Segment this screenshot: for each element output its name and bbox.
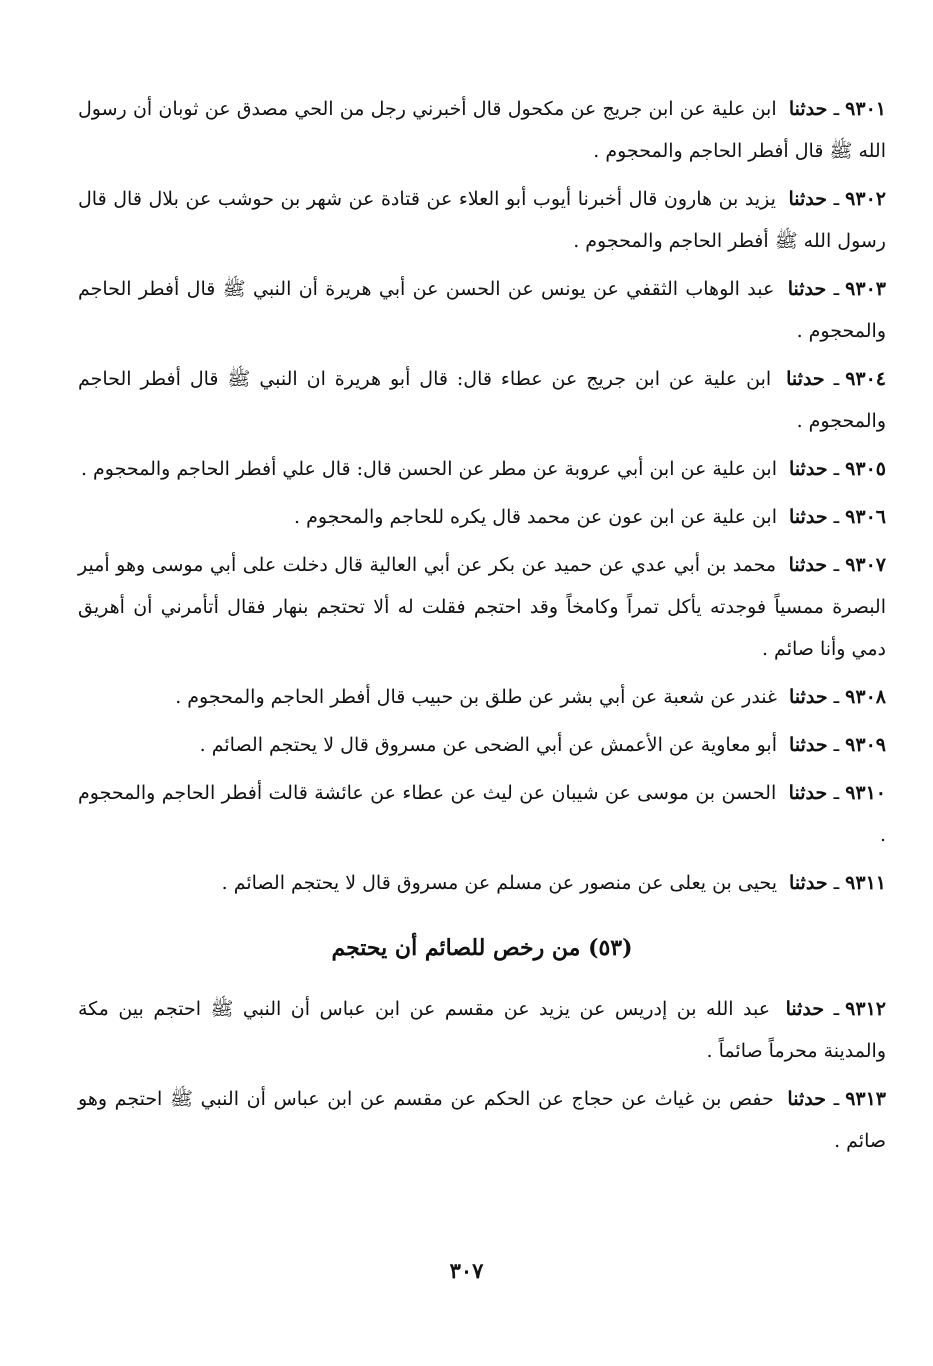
hadith-text: ابن علية عن ابن عون عن محمد قال يكره للحاجم والمحجوم . — [294, 506, 777, 528]
hadith-text: يحيى بن يعلى عن منصور عن مسلم عن مسروق قال لا يحتجم الصائم . — [221, 872, 777, 894]
hadith-text: عبد الوهاب الثقفي عن يونس عن الحسن عن أبي هريرة أن النبي ﷺ قال أفطر الحاجم والمحجوم . — [78, 278, 886, 342]
page-number: ٣٠٧ — [449, 1258, 484, 1283]
hadith-entry: ٩٣١١ـ حدثنا يحيى بن يعلى عن منصور عن مسلم عن مسروق قال لا يحتجم الصائم . — [221, 872, 886, 894]
hadith-entry: ٩٣٠٨ـ حدثنا غندر عن شعبة عن أبي بشر عن طلق بن حبيب قال أفطر الحاجم والمحجوم . — [175, 686, 886, 708]
hadith-verb: حدثنا — [789, 734, 828, 756]
hadith-verb: حدثنا — [788, 188, 828, 210]
hadith-number: ٩٣٠٢ — [845, 188, 886, 210]
hadith-verb: حدثنا — [789, 506, 828, 528]
hadith-entry: ٩٣٠٧ـ حدثنا محمد بن أبي عدي عن حميد عن بكر عن أبي العالية قال دخلت على أبي موسى وهو أمير البصرة ممسياً فوجدته يأكل تمراً وكامخاً وقد احتجم فقلت له ألا تحتجم بنهار فقال أتأمرني أن أهريق دمي وأنا صائم . — [78, 554, 887, 660]
hadith-text: ابن علية عن ابن جريج عن عطاء قال: قال أبو هريرة ان النبي ﷺ قال أفطر الحاجم والمحجوم . — [78, 368, 886, 432]
hadith-verb: حدثنا — [789, 872, 828, 894]
hadith-text: محمد بن أبي عدي عن حميد عن بكر عن أبي العالية قال دخلت على أبي موسى وهو أمير البصرة ممسياً فوجدته يأكل تمراً وكامخاً وقد احتجم فقلت له ألا تحتجم بنهار فقال أتأمرني أن أهريق دمي وأنا صائم . — [78, 554, 886, 660]
hadith-verb: حدثنا — [789, 686, 828, 708]
hadith-entry: ٩٣٠٥ـ حدثنا ابن علية عن ابن أبي عروبة عن مطر عن الحسن قال: قال علي أفطر الحاجم والمحجوم . — [80, 458, 886, 480]
hadith-entry: ٩٣٠٤ـ حدثنا ابن علية عن ابن جريج عن عطاء قال: قال أبو هريرة ان النبي ﷺ قال أفطر الحاجم والمحجوم . — [78, 368, 887, 432]
hadith-verb: حدثنا — [785, 998, 825, 1020]
hadith-number: ٩٣١٠ — [845, 782, 887, 804]
hadith-entry: ٩٣٠٢ـ حدثنا يزيد بن هارون قال أخبرنا أيوب أبو العلاء عن قتادة عن شهر بن حوشب عن بلال قال قال رسول الله ﷺ أفطر الحاجم والمحجوم . — [78, 188, 886, 252]
hadith-text: ابن علية عن ابن جريج عن مكحول قال أخبرني رجل من الحي مصدق عن ثوبان أن رسول الله ﷺ قال أفطر الحاجم والمحجوم . — [78, 98, 886, 162]
hadith-number: ٩٣١٢ — [845, 998, 886, 1020]
hadith-verb: حدثنا — [788, 554, 828, 576]
hadith-number: ٩٣٠٩ — [845, 734, 886, 756]
hadith-verb: حدثنا — [789, 458, 828, 480]
hadith-verb: حدثنا — [788, 782, 828, 804]
hadith-verb: حدثنا — [786, 368, 825, 390]
hadith-verb: حدثنا — [787, 278, 827, 300]
hadith-text: حفص بن غياث عن حجاج عن الحكم عن مقسم عن ابن عباس أن النبي ﷺ احتجم وهو صائم . — [78, 1088, 886, 1152]
hadith-entry: ٩٣٠١ـ حدثنا ابن علية عن ابن جريج عن مكحول قال أخبرني رجل من الحي مصدق عن ثوبان أن رسول الله ﷺ قال أفطر الحاجم والمحجوم . — [78, 98, 886, 162]
hadith-number: ٩٣٠٦ — [845, 506, 886, 528]
page-body — [78, 88, 886, 1168]
hadith-entry: ٩٣٠٦ـ حدثنا ابن علية عن ابن عون عن محمد قال يكره للحاجم والمحجوم . — [294, 506, 886, 528]
chapter-heading: (٥٣) من رخص للصائم أن يحتجم — [331, 935, 633, 961]
hadith-entry: ٩٣٠٣ـ حدثنا عبد الوهاب الثقفي عن يونس عن الحسن عن أبي هريرة أن النبي ﷺ قال أفطر الحاجم والمحجوم . — [78, 278, 886, 342]
hadith-text: ابن علية عن ابن أبي عروبة عن مطر عن الحسن قال: قال علي أفطر الحاجم والمحجوم . — [80, 458, 777, 480]
hadith-verb: حدثنا — [788, 98, 828, 120]
hadith-number: ٩٣٠٥ — [845, 458, 886, 480]
hadith-number: ٩٣٠١ — [845, 98, 886, 120]
hadith-entry: ٩٣٠٩ـ حدثنا أبو معاوية عن الأعمش عن أبي الضحى عن مسروق قال لا يحتجم الصائم . — [199, 734, 886, 756]
hadith-number: ٩٣٠٨ — [845, 686, 886, 708]
hadith-text: يزيد بن هارون قال أخبرنا أيوب أبو العلاء عن قتادة عن شهر بن حوشب عن بلال قال قال رسول الله ﷺ أفطر الحاجم والمحجوم . — [78, 188, 886, 252]
hadith-text: غندر عن شعبة عن أبي بشر عن طلق بن حبيب قال أفطر الحاجم والمحجوم . — [175, 686, 777, 708]
hadith-number: ٩٣٠٧ — [845, 554, 887, 576]
hadith-entry: ٩٣١٢ـ حدثنا عبد الله بن إدريس عن يزيد عن مقسم عن ابن عباس أن النبي ﷺ احتجم بين مكة والمدينة محرماً صائماً . — [78, 998, 886, 1062]
hadith-entry: ٩٣١٣ـ حدثنا حفص بن غياث عن حجاج عن الحكم عن مقسم عن ابن عباس أن النبي ﷺ احتجم وهو صائم . — [78, 1088, 887, 1152]
hadith-verb: حدثنا — [787, 1088, 826, 1110]
hadith-text: عبد الله بن إدريس عن يزيد عن مقسم عن ابن عباس أن النبي ﷺ احتجم بين مكة والمدينة محرماً صائماً . — [78, 998, 886, 1062]
hadith-text: الحسن بن موسى عن شيبان عن ليث عن عطاء عن عائشة قالت أفطر الحاجم والمحجوم . — [78, 782, 886, 846]
hadith-number: ٩٣١١ — [845, 872, 886, 894]
hadith-text: أبو معاوية عن الأعمش عن أبي الضحى عن مسروق قال لا يحتجم الصائم . — [199, 734, 777, 756]
hadith-number: ٩٣٠٤ — [845, 368, 887, 390]
hadith-number: ٩٣٠٣ — [845, 278, 886, 300]
hadith-number: ٩٣١٣ — [845, 1088, 887, 1110]
hadith-entry: ٩٣١٠ـ حدثنا الحسن بن موسى عن شيبان عن ليث عن عطاء عن عائشة قالت أفطر الحاجم والمحجوم . — [78, 782, 887, 846]
